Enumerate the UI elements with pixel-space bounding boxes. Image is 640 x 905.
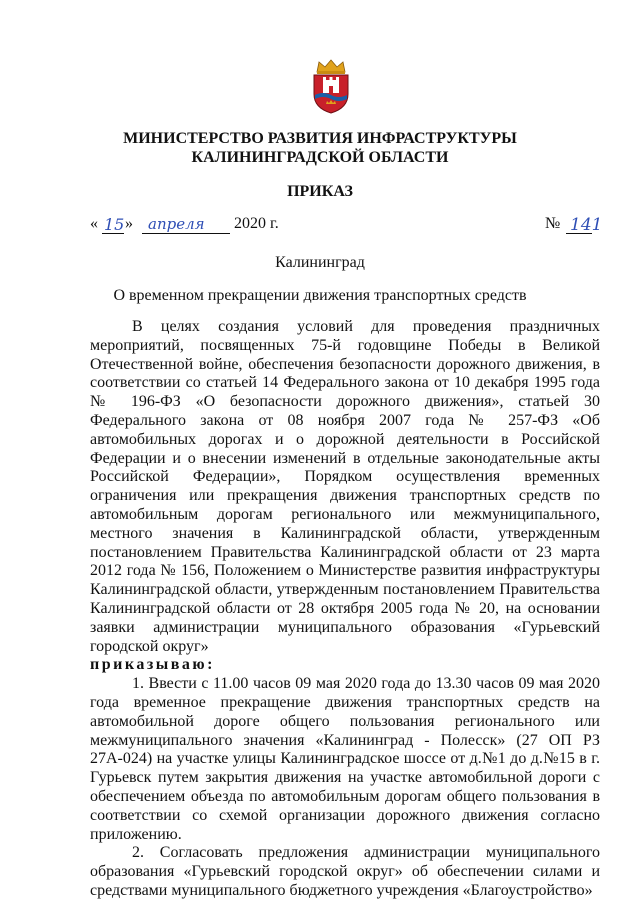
- directive-word: приказываю:: [90, 656, 215, 674]
- handwritten-month: апреля: [148, 215, 205, 233]
- handwritten-number: 141: [570, 215, 603, 235]
- date-close-quote: »: [125, 215, 133, 232]
- order-subject: О временном прекращении движения транспортных средств: [113, 287, 527, 304]
- order-item-2: 2. Согласовать предложения администрации муниципального образования «Гурьевский городской округ» об обеспечении силами и средствами муниципального бюджетного учреждения «Благоустройство»: [90, 844, 600, 899]
- document-type: ПРИКАЗ: [287, 183, 353, 200]
- ministry-name-line1: МИНИСТЕРСТВО РАЗВИТИЯ ИНФРАСТРУКТУРЫ: [123, 130, 517, 147]
- date-year: 2020 г.: [234, 215, 279, 232]
- number-label: №: [545, 215, 561, 232]
- order-body: [90, 318, 600, 901]
- handwritten-day: 15: [104, 215, 125, 234]
- coat-of-arms-icon: [305, 58, 357, 114]
- date-number-line: [90, 210, 603, 236]
- city-name: Калининград: [275, 254, 365, 271]
- order-item-1: 1. Ввести с 11.00 часов 09 мая 2020 года до 13.30 часов 09 мая 2020 года временное прекращение движения транспортных средств на автомобильной дороге общего пользования регионального или межмуниципального значения «Калининград - Полесск» (27 ОП РЗ 27А-024) на участке улицы Калининградское шоссе от д.№1 до д.№15 в г. Гурьевск путем закрытия движения на участке автомобильной дороги с обеспечением объезда по автомобильным дорогам общего пользования в соответствии со схемой организации дорожного движения согласно приложению.: [90, 675, 600, 843]
- ministry-name-line2: КАЛИНИНГРАДСКОЙ ОБЛАСТИ: [191, 149, 449, 166]
- preamble-paragraph: В целях создания условий для проведения праздничных мероприятий, посвященных 75-й годовщине Победы в Великой Отечественной войне, обеспечения безопасности дорожного движения, в соответствии со статьей 14 Федерального закона от 10 декабря 1995 года № 196-ФЗ «О безопасности дорожного движения», статьей 30 Федерального закона от 08 ноября 2007 года № 257-ФЗ «Об автомобильных дорогах и о дорожной деятельности в Российской Федерации и о внесении изменений в отдельные законодательные акты Российской Федерации», Порядком осуществления временных ограничения или прекращения движения транспортных средств по автомобильным дорогам регионального или межмуниципального, местного значения в Калининградской области, утвержденным постановлением Правительства Калининградской области от 23 марта 2012 года № 156, Положением о Министерстве развития инфраструктуры Калининградской области, утвержденным постановлением Правительства Калининградской области от 28 октября 2005 года № 20, на основании заявки администрации муниципального образования «Гурьевский городской округ»: [90, 318, 600, 655]
- date-open-quote: «: [90, 215, 98, 232]
